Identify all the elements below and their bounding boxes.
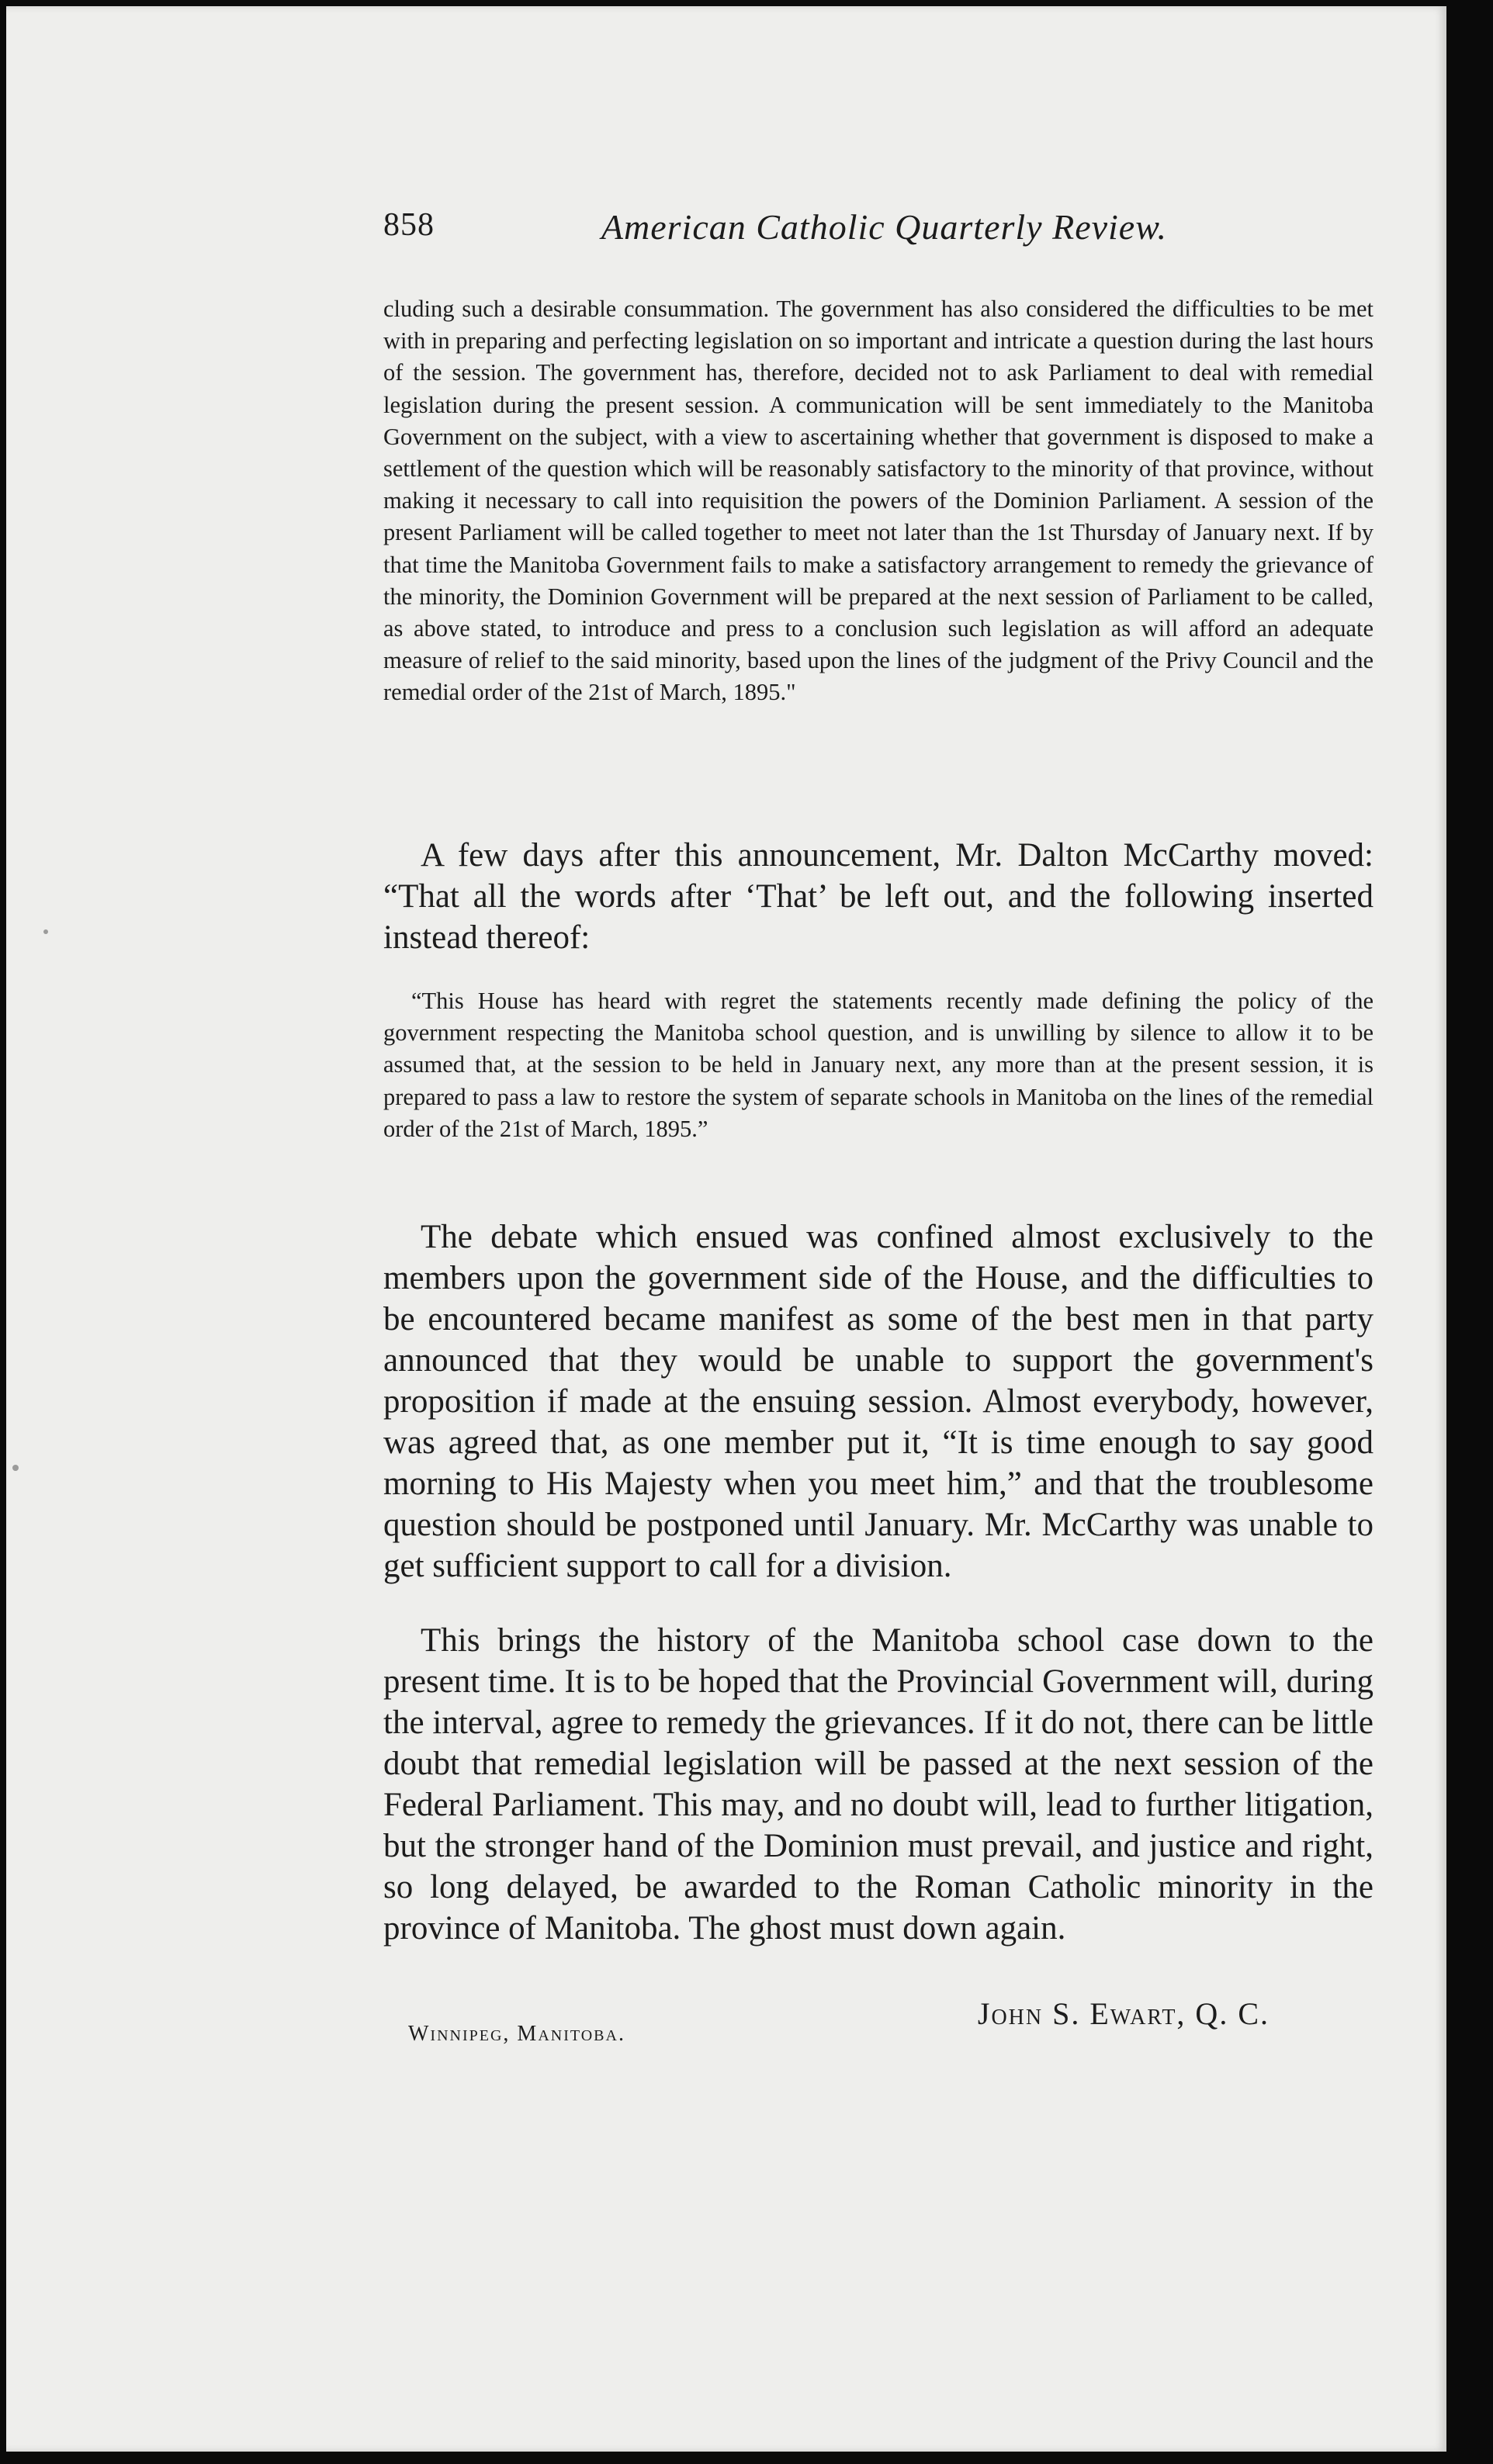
author-location: Winnipeg, Manitoba. [408, 2022, 625, 2046]
quoted-motion-text: “This House has heard with regret the statements recently made defining the policy of the government respecting the Manitoba school question, and is unwilling by silence to allow it to be assumed that, at the session to be held in January next, any more than at the present session, it is prepared to pass a law to restore the system of separate schools in Manitoba on the lines of the remedial order of the 21st of March, 1895.” [383, 988, 1373, 1142]
author-signature: John S. Ewart, Q. C. [977, 1996, 1270, 2031]
page-header [383, 206, 1167, 262]
body-paragraph-1-text: A few days after this announcement, Mr. Dalton McCarthy moved: “That all the words after ‘That’ be left out, and the following inserted instead thereof: [383, 837, 1373, 956]
running-title: American Catholic Quarterly Review. [601, 207, 1167, 247]
body-paragraph-3-text: This brings the history of the Manitoba school case down to the present time. It is to be hoped that the Provincial Government will, during the interval, agree to remedy the grievances. If it do not, there can be little doubt that remedial legislation will be passed at the next session of the Federal Parliament. This may, and no doubt will, lead to further litigation, but the stronger hand of the Dominion must prevail, and justice and right, so long delayed, be awarded to the Roman Catholic minority in the province of Manitoba. The ghost must down again. [383, 1622, 1373, 1947]
scan-speck-1 [43, 929, 48, 934]
quoted-statement-continuation [383, 293, 1373, 809]
body-paragraph-3 [383, 1620, 1373, 1949]
body-paragraph-2 [383, 1216, 1373, 1587]
body-paragraph-1 [383, 835, 1373, 967]
scan-speck-2 [12, 1465, 19, 1471]
quote-continuation-text: cluding such a desirable consummation. The government has also considered the difficulties to be met with in preparing and perfecting legislation on so important and intricate a question during the last hours of the session. The government has, therefore, decided not to ask Parliament to deal with remedial legislation during the present session. A communication will be sent immediately to the Manitoba Government on the subject, with a view to ascertaining whether that government is disposed to make a settlement of the question which will be reasonably satisfactory to the minority of that province, without making it necessary to call into requisition the powers of the Dominion Parliament. A session of the present Parliament will be called together to meet not later than the 1st Thursday of January next. If by that time the Manitoba Government fails to make a satisfactory arrangement to remedy the grievance of the minority, the Dominion Government will be prepared at the next session of Parliament to be called, as above stated, to introduce and press to a conclusion such legislation as will afford an adequate measure of relief to the said minority, based upon the lines of the judgment of the Privy Council and the remedial order of the 21st of March, 1895." [383, 296, 1373, 706]
scanned-page [6, 6, 1446, 2452]
quoted-motion [383, 985, 1373, 1187]
page-number: 858 [383, 207, 435, 243]
body-paragraph-2-text: The debate which ensued was confined almost exclusively to the members upon the government side of the House, and the difficulties to be encountered became manifest as some of the best men in that party announced that they would be unable to support the government's proposition if made at the ensuing session. Almost everybody, however, was agreed that, as one member put it, “It is time enough to say good morning to His Majesty when you meet him,” and that the troublesome question should be postponed until January. Mr. McCarthy was unable to get sufficient support to call for a division. [383, 1219, 1373, 1584]
